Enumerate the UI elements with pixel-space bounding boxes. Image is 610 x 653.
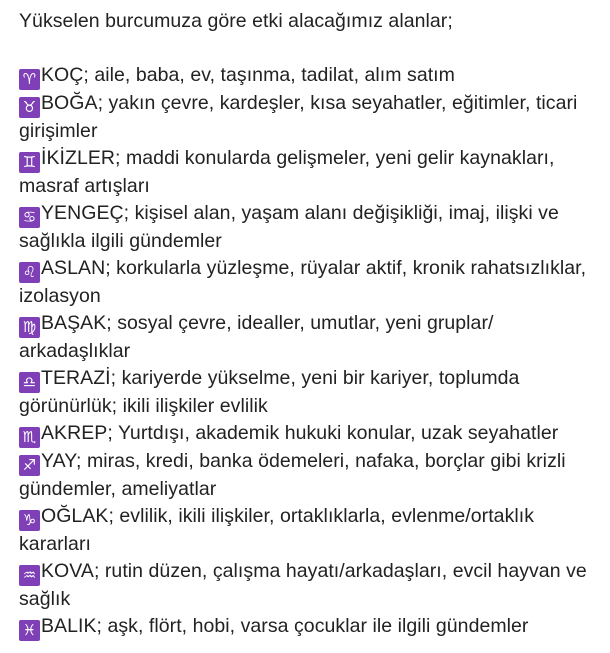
sign-name: BOĞA [41, 92, 98, 114]
sign-description: ; maddi konularda gelişmeler, yeni gelir kaynakları, masraf artışları [19, 147, 555, 197]
zodiac-entry [19, 310, 592, 365]
sign-description: ; kişisel alan, yaşam alanı değişikliği, imaj, ilişki ve sağlıkla ilgili gündemler [19, 202, 559, 252]
sign-description: ; Yurtdışı, akademik hukuki konular, uzak seyahatler [107, 422, 559, 444]
zodiac-entry [19, 90, 592, 145]
zodiac-list [19, 62, 592, 641]
virgo-icon: ♍ [19, 317, 40, 338]
sign-name: YENGEÇ [41, 202, 124, 224]
aries-icon: ♈ [19, 69, 40, 90]
sign-name: KOÇ [41, 64, 84, 86]
leo-icon: ♌ [19, 262, 40, 283]
sign-name: ASLAN [41, 257, 106, 279]
sign-description: ; miras, kredi, banka ödemeleri, nafaka, borçlar gibi krizli gündemler, ameliyatlar [19, 450, 566, 500]
sign-name: KOVA [41, 560, 94, 582]
capricorn-icon: ♑ [19, 510, 40, 531]
zodiac-entry [19, 503, 592, 558]
zodiac-entry [19, 145, 592, 200]
sign-description: ; sosyal çevre, idealler, umutlar, yeni gruplar/ arkadaşlıklar [19, 312, 494, 362]
zodiac-entry [19, 200, 592, 255]
sign-description: ; aşk, flört, hobi, varsa çocuklar ile ilgili gündemler [96, 615, 529, 637]
sign-description: ; yakın çevre, kardeşler, kısa seyahatler, eğitimler, ticari girişimler [19, 92, 578, 142]
zodiac-entry [19, 255, 592, 310]
sign-name: YAY [41, 450, 77, 472]
zodiac-entry [19, 613, 592, 641]
sign-name: AKREP [41, 422, 108, 444]
sign-name: BAŞAK [41, 312, 107, 334]
zodiac-entry [19, 365, 592, 420]
aquarius-icon: ♒ [19, 565, 40, 586]
sign-description: ; korkularla yüzleşme, rüyalar aktif, kronik rahatsızlıklar, izolasyon [19, 257, 587, 307]
sagittarius-icon: ♐ [19, 455, 40, 476]
pisces-icon: ♓ [19, 620, 40, 641]
sign-name: İKİZLER [41, 147, 116, 169]
sign-description: ; kariyerde yükselme, yeni bir kariyer, toplumda görünürlük; ikili ilişkiler evlilik [19, 367, 520, 417]
zodiac-entry [19, 62, 592, 90]
sign-name: BALIK [41, 615, 97, 637]
scorpio-icon: ♏ [19, 427, 40, 448]
taurus-icon: ♉ [19, 97, 40, 118]
intro-heading: Yükselen burcumuza göre etki alacağımız alanlar; [19, 10, 453, 32]
sign-name: OĞLAK [41, 505, 109, 527]
zodiac-entry [19, 420, 592, 448]
sign-description: ; evlilik, ikili ilişkiler, ortaklıklarla, evlenme/ortaklık kararları [19, 505, 535, 555]
libra-icon: ♎ [19, 372, 40, 393]
cancer-icon: ♋ [19, 207, 40, 228]
zodiac-entry [19, 558, 592, 613]
sign-name: TERAZİ [41, 367, 111, 389]
gemini-icon: ♊ [19, 152, 40, 173]
zodiac-entry [19, 448, 592, 503]
sign-description: ; aile, baba, ev, taşınma, tadilat, alım satım [83, 64, 455, 86]
sign-description: ; rutin düzen, çalışma hayatı/arkadaşları, evcil hayvan ve sağlık [19, 560, 587, 610]
